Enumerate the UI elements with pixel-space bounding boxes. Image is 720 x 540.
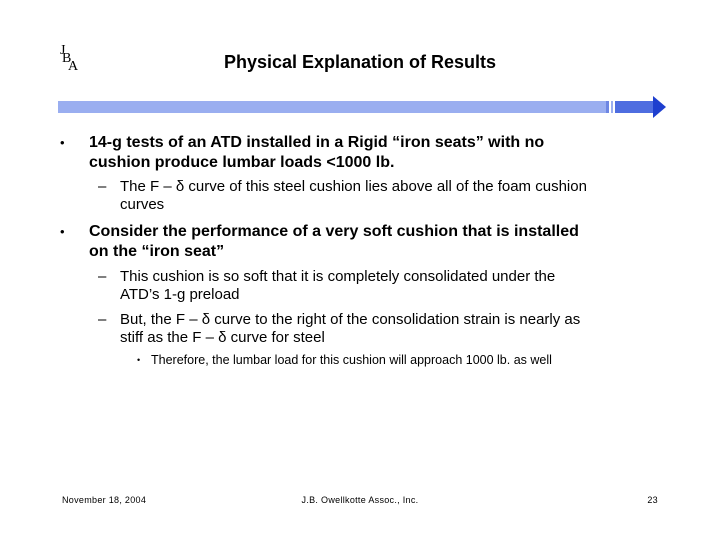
logo-letter-a: A [68,59,79,74]
sub-sub-bullet-mark: • [137,355,141,365]
sub-bullet-line: curves [120,196,165,213]
sub-bullet-line: This cushion is so soft that it is completely consolidated under the [120,268,556,285]
footer-company: J.B. Owellkotte Assoc., Inc. [301,495,419,505]
bullet-mark: • [60,135,65,150]
bullet-line: on the “iron seat” [89,243,225,260]
company-logo [58,44,82,76]
bullet-mark: • [60,224,65,239]
bullet-item [60,222,680,262]
sub-bullet-mark: – [98,311,107,328]
sub-bullet-text [120,178,587,214]
sub-sub-bullet-text: Therefore, the lumbar load for this cushion will approach 1000 lb. as well [151,353,552,367]
slide-title: Physical Explanation of Results [223,52,497,72]
bullet-line: 14-g tests of an ATD installed in a Rigid “iron seats” with no [89,134,545,151]
logo-letter-j: J [60,43,66,58]
logo-letter-b: B [62,51,72,66]
footer-date: November 18, 2004 [62,495,147,505]
sub-bullet-line: ATD’s 1-g preload [120,286,240,303]
bullet-item [60,133,680,173]
footer-page-number: 23 [647,495,658,505]
sub-bullet-line: The F – δ curve of this steel cushion lies above all of the foam cushion [120,178,587,195]
sub-bullet-text [120,311,580,347]
sub-bullet-mark: – [98,268,107,285]
sub-bullet-item [98,178,698,216]
sub-bullet-item [98,268,698,306]
sub-bullet-item [98,311,698,349]
sub-bullet-mark: – [98,178,107,195]
bullet-text [89,133,544,173]
sub-bullet-line: But, the F – δ curve to the right of the consolidation strain is nearly as [120,311,581,328]
sub-bullet-line: stiff as the F – δ curve for steel [120,329,325,346]
bullet-line: Consider the performance of a very soft cushion that is installed [89,223,579,240]
sub-bullet-text [120,268,555,304]
bullet-line: cushion produce lumbar loads <1000 lb. [89,154,395,171]
sub-sub-bullet-item [137,352,697,370]
bullet-text [89,222,579,262]
title-rule-arrow [58,96,668,118]
